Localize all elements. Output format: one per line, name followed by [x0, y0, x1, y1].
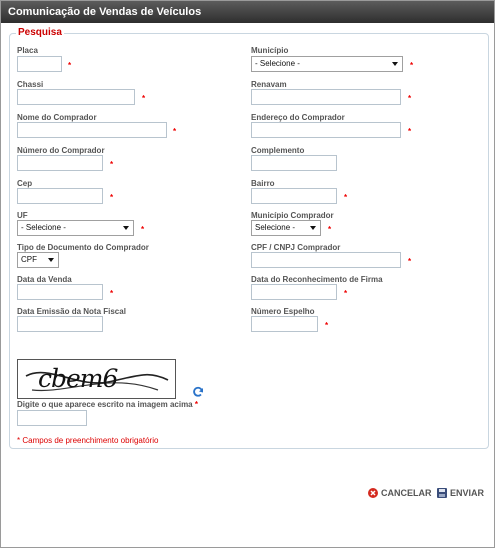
required-marker: *	[408, 127, 412, 136]
required-marker: *	[194, 400, 198, 409]
data-venda-input[interactable]	[17, 284, 103, 300]
send-button[interactable]	[437, 488, 484, 498]
renavam-label: Renavam	[251, 80, 287, 89]
send-button-label: ENVIAR	[450, 488, 485, 498]
required-marker: *	[110, 193, 114, 202]
captcha-image	[17, 359, 176, 399]
municipio-comprador-select[interactable]	[251, 220, 321, 236]
uf-label: UF	[17, 211, 28, 220]
required-marker: *	[408, 257, 412, 266]
municipio-label: Município	[251, 46, 289, 55]
chevron-down-icon	[48, 258, 54, 262]
window-title: Comunicação de Vendas de Veículos	[1, 1, 494, 23]
endereco-comprador-label: Endereço do Comprador	[251, 113, 345, 122]
cpf-cnpj-label: CPF / CNPJ Comprador	[251, 243, 341, 252]
data-reconhecimento-input[interactable]	[251, 284, 337, 300]
data-reconhecimento-label: Data do Reconhecimento de Firma	[251, 275, 383, 284]
nome-comprador-input[interactable]	[17, 122, 167, 138]
required-marker: *	[328, 225, 332, 234]
captcha-text: cbem6	[38, 364, 118, 393]
fieldset-legend: Pesquisa	[18, 27, 62, 38]
data-emissao-input[interactable]	[17, 316, 103, 332]
tipo-documento-select[interactable]	[17, 252, 59, 268]
uf-select-value: - Selecione -	[21, 223, 66, 232]
required-marker: *	[344, 193, 348, 202]
required-marker: *	[408, 94, 412, 103]
required-fields-note: * Campos de preenchimento obrigatório	[17, 436, 159, 445]
save-icon	[437, 488, 447, 498]
cancel-button-label: CANCELAR	[381, 488, 432, 498]
cep-input[interactable]	[17, 188, 103, 204]
cpf-cnpj-input[interactable]	[251, 252, 401, 268]
required-marker: *	[141, 225, 145, 234]
numero-espelho-label: Número Espelho	[251, 307, 315, 316]
municipio-select[interactable]	[251, 56, 403, 72]
placa-input[interactable]	[17, 56, 62, 72]
cancel-icon	[368, 488, 378, 498]
municipio-comprador-label: Município Comprador	[251, 211, 334, 220]
data-venda-label: Data da Venda	[17, 275, 72, 284]
renavam-input[interactable]	[251, 89, 401, 105]
tipo-documento-select-value: CPF	[21, 255, 37, 264]
required-marker: *	[325, 321, 329, 330]
complemento-input[interactable]	[251, 155, 337, 171]
chassi-label: Chassi	[17, 80, 44, 89]
tipo-documento-label: Tipo de Documento do Comprador	[17, 243, 149, 252]
nome-comprador-label: Nome do Comprador	[17, 113, 97, 122]
required-marker: *	[68, 61, 72, 70]
required-marker: *	[110, 160, 114, 169]
chassi-input[interactable]	[17, 89, 135, 105]
captcha-prompt-text: Digite o que aparece escrito na imagem acima	[17, 400, 193, 409]
municipio-comprador-select-value: Selecione -	[255, 223, 296, 232]
numero-espelho-input[interactable]	[251, 316, 318, 332]
required-marker: *	[344, 289, 348, 298]
complemento-label: Complemento	[251, 146, 305, 155]
required-marker: *	[173, 127, 177, 136]
captcha-input[interactable]	[17, 410, 87, 426]
required-marker: *	[142, 94, 146, 103]
chevron-down-icon	[123, 226, 129, 230]
required-marker: *	[410, 61, 414, 70]
chevron-down-icon	[392, 62, 398, 66]
municipio-select-value: - Selecione -	[255, 59, 300, 68]
cep-label: Cep	[17, 179, 33, 188]
placa-label: Placa	[17, 46, 38, 55]
numero-comprador-input[interactable]	[17, 155, 103, 171]
bairro-label: Bairro	[251, 179, 275, 188]
cancel-button[interactable]	[368, 488, 432, 498]
refresh-icon[interactable]	[192, 386, 204, 398]
captcha-prompt	[17, 400, 198, 409]
bairro-input[interactable]	[251, 188, 337, 204]
uf-select[interactable]	[17, 220, 134, 236]
data-emissao-label: Data Emissão da Nota Fiscal	[17, 307, 126, 316]
endereco-comprador-input[interactable]	[251, 122, 401, 138]
chevron-down-icon	[310, 226, 316, 230]
required-marker: *	[110, 289, 114, 298]
numero-comprador-label: Número do Comprador	[17, 146, 105, 155]
